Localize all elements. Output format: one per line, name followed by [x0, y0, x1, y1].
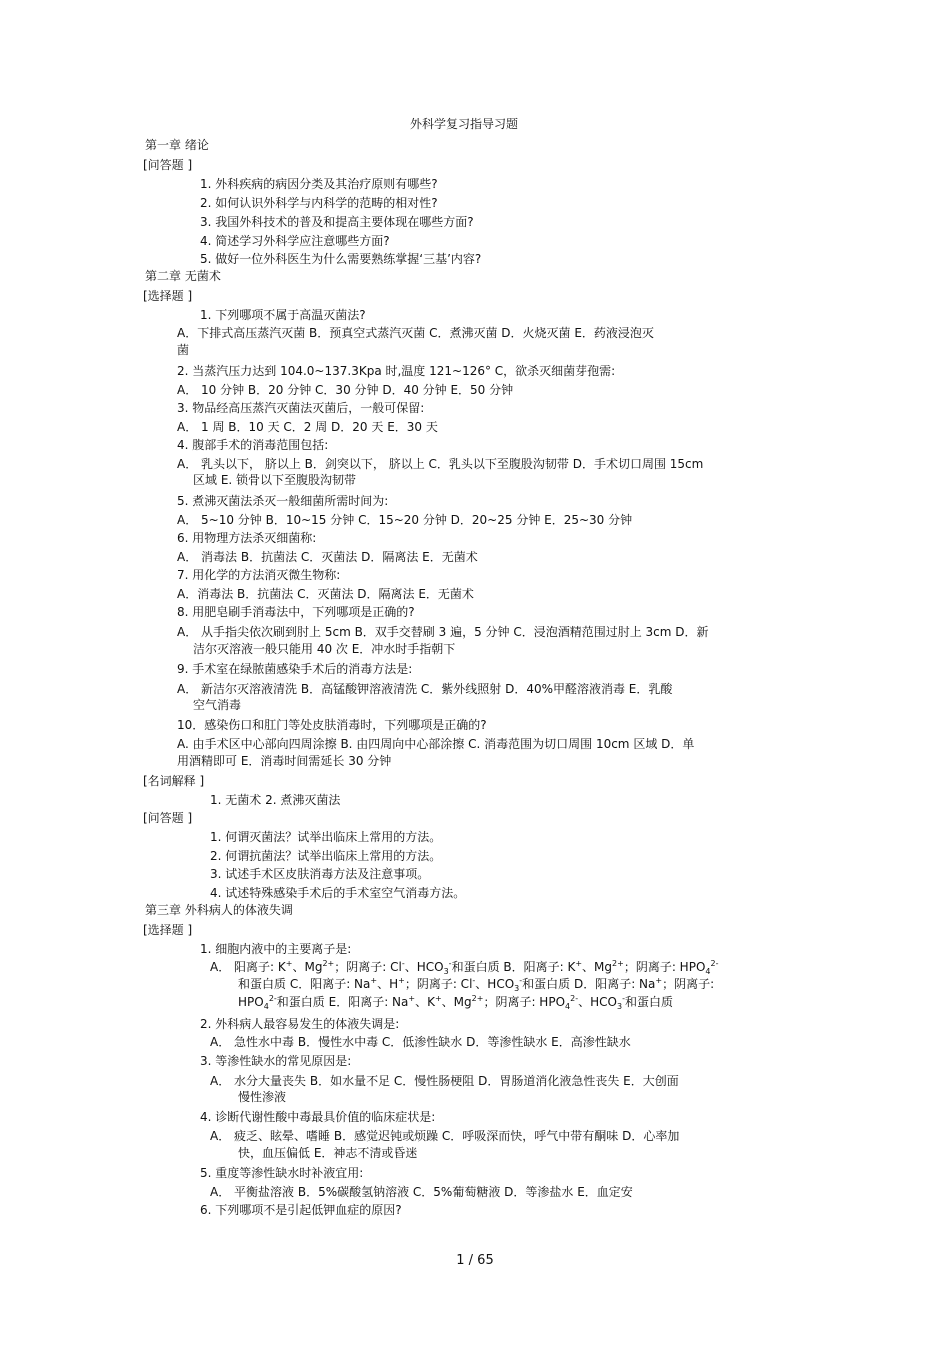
- text-line: 3. 物品经高压蒸汽灭菌法灭菌后，一般可保留:: [177, 401, 425, 415]
- text-line: A． 平衡盐溶液 B．5%碳酸氢钠溶液 C．5%葡萄糖液 D．等渗盐水 E．血定安: [210, 1185, 633, 1199]
- page-number: 1 / 65: [456, 1253, 494, 1268]
- text-line: 5. 重度等渗性缺水时补液宜用:: [200, 1166, 364, 1180]
- text-line: A． 急性水中毒 B．慢性水中毒 C．低渗性缺水 D．等渗性缺水 E．高渗性缺水: [210, 1035, 631, 1049]
- text-line: 1. 无菌术 2. 煮沸灭菌法: [210, 793, 341, 807]
- text-line: $HPO_4^{2-}$和蛋白质 E．阳离子: Na+、K+、$Mg^{2+}$；阴离子: $HPO_4^{2-}$、$HCO_3^-$和蛋白质: [238, 994, 673, 1011]
- page-title: 外科学复习指导习题: [410, 117, 519, 131]
- text-line: 4. 简述学习外科学应注意哪些方面?: [200, 234, 390, 248]
- text-line: 3. 我国外科技术的普及和提高主要体现在哪些方面?: [200, 215, 474, 229]
- text-line: [选择题 ]: [143, 923, 193, 937]
- text-line: 第三章 外科病人的体液失调: [145, 903, 293, 917]
- text-line: 4. 诊断代谢性酸中毒最具价值的临床症状是:: [200, 1110, 436, 1124]
- text-line: 洁尔灭溶液一般只能用 40 次 E．冲水时手指朝下: [193, 642, 456, 656]
- text-line: 区域 E. 锁骨以下至腹股沟韧带: [193, 473, 357, 487]
- text-line: 2. 何谓抗菌法？试举出临床上常用的方法。: [210, 849, 442, 863]
- text-line: 1. 细胞内液中的主要离子是:: [200, 942, 352, 956]
- text-line: [名词解释 ]: [143, 774, 205, 788]
- text-line: [问答题 ]: [143, 811, 193, 825]
- text-line: 4. 腹部手术的消毒范围包括:: [177, 438, 329, 452]
- text-line: 8. 用肥皂刷手消毒法中，下列哪项是正确的?: [177, 605, 415, 619]
- text-line: 2. 当蒸汽压力达到 104.0~137.3Kpa 时,温度 121~126° C，欲杀灭细菌芽孢需:: [177, 364, 616, 378]
- text-line: 4. 试述特殊感染手术后的手术室空气消毒方法。: [210, 886, 466, 900]
- text-line: 5. 煮沸灭菌法杀灭一般细菌所需时间为:: [177, 494, 389, 508]
- text-line: 1. 下列哪项不属于高温灭菌法?: [200, 308, 366, 322]
- text-line: A． 从手指尖依次刷到肘上 5cm B．双手交替刷 3 遍，5 分钟 C．浸泡酒精范围过肘上 3cm D．新: [177, 625, 709, 639]
- text-line: A．消毒法 B．抗菌法 C．灭菌法 D．隔离法 E．无菌术: [177, 587, 474, 601]
- text-line: 2. 如何认识外科学与内科学的范畴的相对性?: [200, 196, 438, 210]
- text-line: 5. 做好一位外科医生为什么需要熟练掌握‘三基’内容?: [200, 252, 482, 266]
- text-line: A． 水分大量丧失 B．如水量不足 C．慢性肠梗阻 D．胃肠道消化液急性丧失 E．大创面: [210, 1074, 679, 1088]
- text-line: 第一章 绪论: [145, 138, 209, 152]
- text-line: 第二章 无菌术: [145, 269, 221, 283]
- text-line: 7. 用化学的方法消灭微生物称:: [177, 568, 341, 582]
- text-line: 菌: [177, 343, 190, 357]
- text-line: 6. 下列哪项不是引起低钾血症的原因?: [200, 1203, 402, 1217]
- text-line: A． 疲乏、眩晕、嗜睡 B．感觉迟钝或烦躁 C．呼吸深而快，呼气中带有酮味 D．心率加: [210, 1129, 680, 1143]
- text-line: A． 1 周 B．10 天 C．2 周 D．20 天 E．30 天: [177, 420, 438, 434]
- text-line: [选择题 ]: [143, 289, 193, 303]
- text-line: 用酒精即可 E．消毒时间需延长 30 分钟: [177, 754, 392, 768]
- text-line: A． 阳离子: K+、$Mg^{2+}$；阴离子: Cl-、$HCO_3^-$和蛋白质 B．阳离子: K+、$Mg^{2+}$；阴离子: $HPO_4^{2-}$: [210, 959, 719, 976]
- text-line: 2. 外科病人最容易发生的体液失调是:: [200, 1017, 400, 1031]
- text-line: A． 消毒法 B．抗菌法 C．灭菌法 D．隔离法 E．无菌术: [177, 550, 478, 564]
- text-line: A． 10 分钟 B．20 分钟 C．30 分钟 D．40 分钟 E．50 分钟: [177, 383, 514, 397]
- text-line: A． 新洁尔灭溶液清洗 B．高锰酸钾溶液清洗 C．紫外线照射 D．40%甲醛溶液消毒 E．乳酸: [177, 682, 673, 696]
- text-line: 1. 外科疾病的病因分类及其治疗原则有哪些?: [200, 177, 438, 191]
- text-line: A．下排式高压蒸汽灭菌 B．预真空式蒸汽灭菌 C．煮沸灭菌 D．火烧灭菌 E．药液浸泡灭: [177, 326, 654, 340]
- text-line: 1. 何谓灭菌法？试举出临床上常用的方法。: [210, 830, 442, 844]
- text-line: 3. 等渗性缺水的常见原因是:: [200, 1054, 352, 1068]
- text-line: 快，血压偏低 E．神志不清或昏迷: [238, 1146, 418, 1160]
- text-line: 空气消毒: [193, 698, 242, 712]
- text-line: 慢性渗液: [238, 1090, 287, 1104]
- text-line: 9. 手术室在绿脓菌感染手术后的消毒方法是:: [177, 662, 413, 676]
- text-line: A． 5~10 分钟 B．10~15 分钟 C．15~20 分钟 D．20~25 分钟 E．25~30 分钟: [177, 513, 633, 527]
- text-line: 6. 用物理方法杀灭细菌称:: [177, 531, 317, 545]
- text-line: A． 乳头以下， 脐以上 B．剑突以下， 脐以上 C．乳头以下至腹股沟韧带 D．手术切口周围 15cm: [177, 457, 704, 471]
- text-line: 和蛋白质 C．阳离子: Na+、H+；阴离子: Cl-、$HCO_3^-$和蛋白质 D．阳离子: Na+；阴离子:: [238, 976, 715, 993]
- text-line: [问答题 ]: [143, 158, 193, 172]
- text-line: A. 由手术区中心部向四周涂擦 B. 由四周向中心部涂擦 C. 消毒范围为切口周围 10cm 区域 D．单: [177, 737, 695, 751]
- text-line: 10．感染伤口和肛门等处皮肤消毒时，下列哪项是正确的?: [177, 718, 487, 732]
- text-line: 3. 试述手术区皮肤消毒方法及注意事项。: [210, 867, 430, 881]
